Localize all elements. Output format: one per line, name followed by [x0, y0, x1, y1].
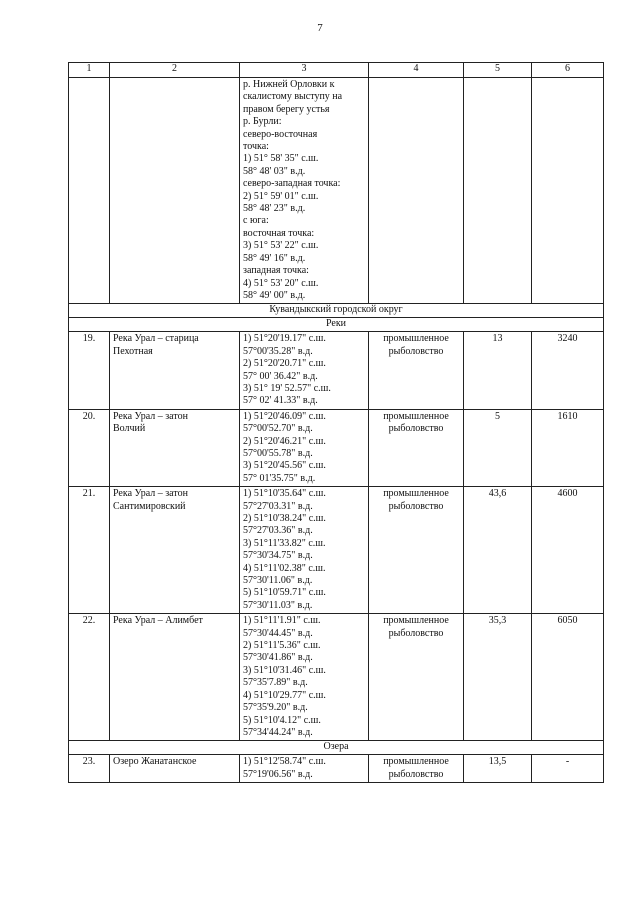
num-cell — [69, 78, 110, 304]
header-row — [69, 63, 604, 78]
coord-line: 58° 48' 23" в.д. — [243, 203, 306, 215]
coord-line: правом берегу устья — [243, 103, 330, 115]
coord-line: 57°35'9.20" в.д. — [243, 702, 308, 714]
volume-cell: 6050 — [532, 614, 604, 741]
section-title: Реки — [69, 318, 604, 332]
name-cell — [110, 409, 240, 486]
use-cell — [369, 409, 464, 486]
area-cell: 5 — [464, 409, 532, 486]
use-cell — [369, 614, 464, 741]
volume-cell: 4600 — [532, 487, 604, 614]
coord-line: 57°00'52.70" в.д. — [243, 423, 313, 435]
name-line: Пехотная — [113, 345, 153, 357]
num-cell: 22. — [69, 614, 110, 741]
area-cell: 13 — [464, 332, 532, 409]
use-line: промышленное — [383, 333, 449, 345]
area-cell — [464, 78, 532, 304]
volume-cell: - — [532, 755, 604, 783]
section-row-rivers — [69, 318, 604, 332]
coord-line: 1) 51°10'35.64" с.ш. — [243, 488, 326, 500]
coord-line: 57°27'03.36" в.д. — [243, 525, 313, 537]
coord-line: 57° 01'35.75" в.д. — [243, 472, 316, 484]
coord-line: 2) 51°11'5.36" с.ш. — [243, 640, 321, 652]
coord-line: 4) 51°11'02.38" с.ш. — [243, 562, 326, 574]
coord-line: 57°27'03.31" в.д. — [243, 500, 313, 512]
header-cell: 2 — [110, 63, 240, 78]
area-cell: 43,6 — [464, 487, 532, 614]
header-cell: 3 — [240, 63, 369, 78]
section-title: Кувандыкский городской округ — [69, 304, 604, 318]
coord-line: 1) 51°20'19.17" с.ш. — [243, 333, 326, 345]
use-line: рыболовство — [388, 500, 444, 512]
table-row — [69, 409, 604, 486]
use-line: промышленное — [383, 488, 449, 500]
coord-line: 58° 49' 16" в.д. — [243, 252, 306, 264]
use-line: промышленное — [383, 410, 449, 422]
section-row-district — [69, 304, 604, 318]
coord-line: 3) 51°20'45.56" с.ш. — [243, 460, 326, 472]
name-cell — [110, 78, 240, 304]
use-cell — [369, 755, 464, 783]
volume-cell — [532, 78, 604, 304]
num-cell: 23. — [69, 755, 110, 783]
area-cell: 13,5 — [464, 755, 532, 783]
coord-line: 57°30'11.03" в.д. — [243, 599, 313, 611]
coord-line: 57°34'44.24" в.д. — [243, 726, 313, 738]
page-number: 7 — [317, 22, 323, 34]
coord-line: 3) 51°10'31.46" с.ш. — [243, 664, 326, 676]
coord-line: 3) 51° 19' 52.57" с.ш. — [243, 382, 331, 394]
num-cell: 21. — [69, 487, 110, 614]
coord-line: 5) 51°10'59.71" с.ш. — [243, 587, 326, 599]
name-line: Река Урал – затон — [113, 488, 188, 500]
name-line: Озеро Жанатанское — [113, 756, 197, 768]
coord-line: 4) 51°10'29.77" с.ш. — [243, 689, 326, 701]
coord-line: 3) 51°11'33.82" с.ш. — [243, 537, 326, 549]
coord-line: 57°35'7.89" в.д. — [243, 677, 308, 689]
coord-line: р. Бурли: — [243, 116, 282, 128]
volume-cell: 1610 — [532, 409, 604, 486]
coord-line: точка: — [243, 141, 269, 153]
continued-row — [69, 78, 604, 304]
use-cell — [369, 487, 464, 614]
coord-line: 4) 51° 53' 20" с.ш. — [243, 277, 319, 289]
coords-cell — [240, 487, 369, 614]
name-cell — [110, 755, 240, 783]
volume-cell: 3240 — [532, 332, 604, 409]
coord-line: с юга: — [243, 215, 269, 227]
coord-line: 2) 51°10'38.24" с.ш. — [243, 513, 326, 524]
use-line: промышленное — [383, 756, 449, 768]
name-cell — [110, 487, 240, 614]
coord-line: р. Нижней Орловки к — [243, 79, 335, 90]
coord-line: 57° 02' 41.33" в.д. — [243, 395, 318, 407]
name-line: Сантимировский — [113, 500, 186, 512]
coord-line: северо-западная точка: — [243, 178, 341, 190]
table-row — [69, 332, 604, 409]
name-line: Река Урал – старица — [113, 333, 199, 345]
use-cell — [369, 332, 464, 409]
section-row-lakes — [69, 741, 604, 755]
section-title: Озера — [69, 741, 604, 755]
coord-line: 57°30'41.86" в.д. — [243, 652, 313, 664]
coord-line: восточная точка: — [243, 227, 315, 239]
header-cell: 5 — [464, 63, 532, 78]
coord-line: западная точка: — [243, 265, 309, 277]
table-row — [69, 614, 604, 741]
name-cell — [110, 332, 240, 409]
use-line: рыболовство — [388, 627, 444, 639]
coord-line: 1) 51°12'58.74" с.ш. — [243, 756, 326, 768]
coord-line: 57°30'34.75" в.д. — [243, 550, 313, 562]
coords-cell — [240, 755, 369, 783]
name-line: Волчий — [113, 423, 146, 435]
table-row — [69, 755, 604, 783]
coords-cell — [240, 409, 369, 486]
name-line: Река Урал – Алимбет — [113, 615, 203, 627]
coord-line: 2) 51° 59' 01" с.ш. — [243, 190, 319, 202]
num-cell: 19. — [69, 332, 110, 409]
header-cell: 6 — [532, 63, 604, 78]
use-line: рыболовство — [388, 345, 444, 357]
coord-line: 58° 48' 03" в.д. — [243, 165, 306, 177]
coord-line: 58° 49' 00" в.д. — [243, 289, 306, 301]
use-line: рыболовство — [388, 768, 444, 780]
coord-line: 57° 00' 36.42" в.д. — [243, 370, 318, 382]
use-cell — [369, 78, 464, 304]
coord-line: 1) 51°11'1.91" с.ш. — [243, 615, 321, 627]
coord-line: 2) 51°20'20.71" с.ш. — [243, 358, 326, 370]
coord-line: 5) 51°10'4.12" с.ш. — [243, 714, 321, 726]
water-bodies-table — [68, 62, 604, 783]
use-line: промышленное — [383, 615, 449, 627]
coord-line: 1) 51°20'46.09" с.ш. — [243, 410, 326, 422]
coord-line: 57°30'11.06" в.д. — [243, 575, 313, 587]
table-row — [69, 487, 604, 614]
name-cell — [110, 614, 240, 741]
coords-cell — [240, 614, 369, 741]
coord-line: северо-восточная — [243, 128, 318, 140]
area-cell: 35,3 — [464, 614, 532, 741]
coords-cell — [240, 78, 369, 304]
header-cell: 4 — [369, 63, 464, 78]
coords-cell — [240, 332, 369, 409]
coord-line: 3) 51° 53' 22" с.ш. — [243, 240, 319, 252]
header-cell: 1 — [69, 63, 110, 78]
coord-line: 2) 51°20'46.21" с.ш. — [243, 435, 326, 447]
num-cell: 20. — [69, 409, 110, 486]
coord-line: 57°00'55.78" в.д. — [243, 447, 313, 459]
coord-line: 57°30'44.45" в.д. — [243, 627, 313, 639]
use-line: рыболовство — [388, 423, 444, 435]
coord-line: скалистому выступу на — [243, 91, 343, 103]
name-line: Река Урал – затон — [113, 410, 188, 422]
coord-line: 1) 51° 58' 35" с.ш. — [243, 153, 319, 165]
coord-line: 57°19'06.56" в.д. — [243, 768, 313, 780]
coord-line: 57°00'35.28" в.д. — [243, 345, 313, 357]
